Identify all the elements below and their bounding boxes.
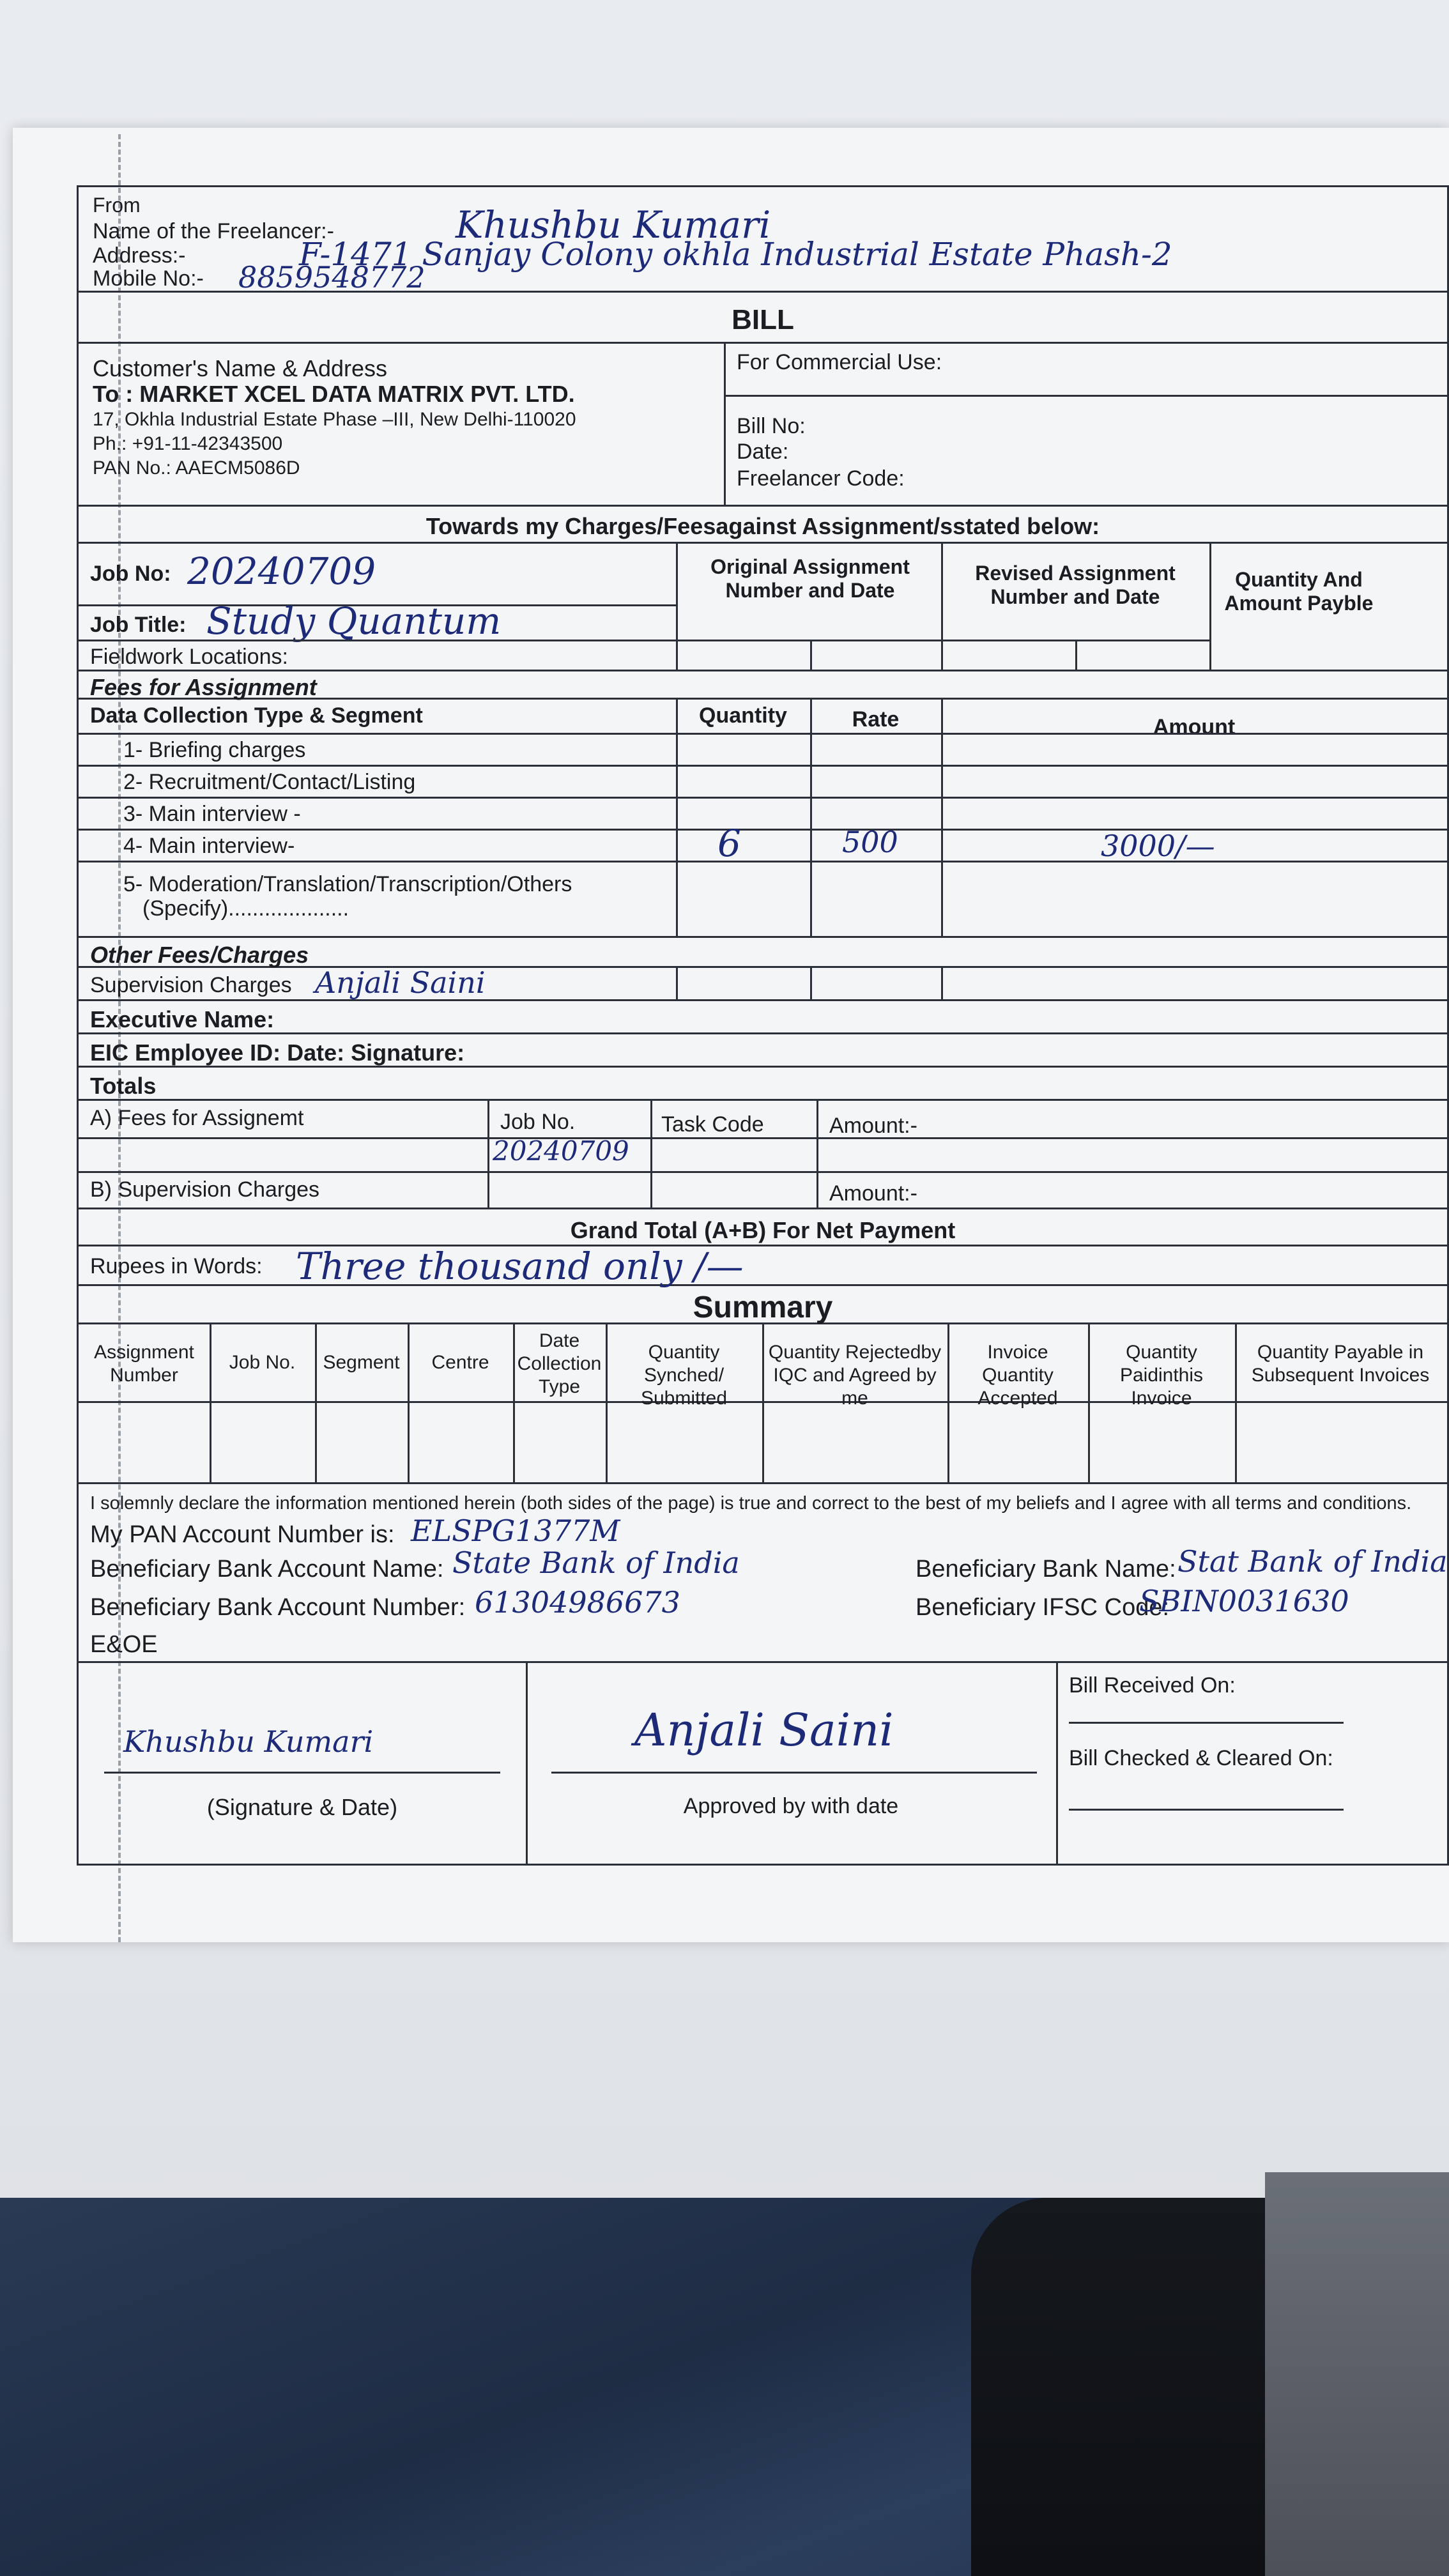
- summary-title: Summary: [693, 1291, 833, 1324]
- rupees-value: Three thousand only /—: [296, 1245, 744, 1288]
- bill-checked-label: Bill Checked & Cleared On:: [1069, 1746, 1333, 1770]
- summary-col-date-collection: Date Collection Type: [517, 1330, 602, 1397]
- address-value: F-1471 Sanjay Colony okhla Industrial Estate Phash-2: [299, 236, 1172, 273]
- fee-item-4: 4- Main interview-: [123, 834, 295, 858]
- totals-row: [79, 1068, 1447, 1101]
- sup-col-1: [676, 968, 678, 999]
- sum-col-6: [762, 1324, 764, 1482]
- customer-to: To : MARKET XCEL DATA MATRIX PVT. LTD.: [93, 381, 575, 407]
- declaration-text: I solemnly declare the information mentioned herein (both sides of the page) is true and correct to the best of my beliefs and I agree with all terms and conditions.: [90, 1493, 1412, 1514]
- revised-assignment-header: Revised Assignment Number and Date: [975, 562, 1176, 608]
- sum-col-1: [210, 1324, 211, 1482]
- job-no-label: Job No:: [90, 562, 171, 586]
- supervision-label: Supervision Charges: [90, 973, 292, 997]
- summary-col-payable: Quantity Payable in Subsequent Invoices: [1251, 1342, 1430, 1386]
- customer-label: Customer's Name & Address: [93, 355, 388, 381]
- orig-sub-divider: [810, 640, 812, 670]
- job-title-label: Job Title:: [90, 613, 187, 637]
- amount-label-a: Amount:-: [829, 1114, 917, 1138]
- quantity-amount-header: Quantity And Amount Payble: [1224, 568, 1374, 615]
- bill-form: [77, 185, 1449, 1866]
- signature-block: [79, 1663, 1447, 1866]
- fees-col-qty: [676, 700, 678, 936]
- summary-col-synched: Quantity Synched/ Submitted: [640, 1342, 728, 1409]
- commercial-separator: [724, 395, 1447, 397]
- commercial-label: For Commercial Use:: [737, 350, 942, 374]
- eic-row: [79, 1034, 1447, 1068]
- fee-item-4-amount: 3000/—: [1101, 829, 1215, 863]
- totals-table: [79, 1101, 1447, 1209]
- account-number-label: Beneficiary Bank Account Number:: [90, 1594, 466, 1621]
- type-segment-label: Data Collection Type & Segment: [90, 703, 423, 728]
- pan-label: My PAN Account Number is:: [90, 1521, 395, 1548]
- sig-col-1: [526, 1663, 528, 1866]
- totals-sep-2: [79, 1171, 1447, 1173]
- sig-col-2: [1056, 1663, 1058, 1866]
- grand-total-label: Grand Total (A+B) For Net Payment: [570, 1217, 956, 1243]
- sup-col-2: [810, 968, 812, 999]
- fees-col-rate: [810, 700, 812, 936]
- freelancer-sign-line: [104, 1772, 500, 1774]
- job-sep-2: [79, 640, 1209, 641]
- summary-table: [79, 1324, 1447, 1484]
- other-fees-label: Other Fees/Charges: [90, 942, 309, 968]
- account-number-value: 61304986673: [475, 1585, 680, 1620]
- summary-col-centre: Centre: [431, 1352, 489, 1373]
- original-assignment-header: Original Assignment Number and Date: [710, 555, 910, 602]
- fee-item-5-specify: (Specify)....................: [142, 896, 349, 921]
- bill-date-label: Date:: [737, 440, 789, 464]
- ifsc-value: SBIN0031630: [1139, 1584, 1349, 1618]
- signature-date-label: (Signature & Date): [206, 1794, 398, 1820]
- bill-title-row: [79, 293, 1447, 344]
- sum-col-4: [513, 1324, 515, 1482]
- summary-title-row: [79, 1286, 1447, 1324]
- summary-col-rejected: Quantity Rejectedby IQC and Agreed by me: [768, 1342, 942, 1409]
- freelancer-section: [79, 187, 1447, 293]
- from-label: From: [93, 194, 141, 217]
- fees-assignment-label: A) Fees for Assignemt: [90, 1106, 304, 1130]
- sum-col-2: [315, 1324, 317, 1482]
- rate-header: Rate: [852, 707, 900, 732]
- rupees-row: [79, 1246, 1447, 1286]
- job-title-value: Study Quantum: [206, 599, 502, 643]
- summary-col-segment: Segment: [323, 1352, 400, 1373]
- other-fees-row: [79, 936, 1447, 968]
- freelancer-name-label: Name of the Freelancer:-: [93, 219, 334, 243]
- totals-col-1: [487, 1101, 489, 1208]
- fees-line-0: [79, 733, 1447, 735]
- fees-section-row: [79, 671, 1447, 700]
- grand-total-row: [79, 1209, 1447, 1246]
- bank-name-value: Stat Bank of India: [1177, 1544, 1448, 1579]
- account-name-label: Beneficiary Bank Account Name:: [90, 1556, 444, 1583]
- eoe-label: E&OE: [90, 1631, 158, 1658]
- job-block: [79, 544, 1447, 671]
- fees-table: [79, 700, 1447, 936]
- mobile-value: 8859548772: [238, 260, 425, 295]
- summary-col-assignment: Assignment Number: [94, 1342, 194, 1386]
- fee-item-2: 2- Recruitment/Contact/Listing: [123, 770, 416, 794]
- summary-col-paid: Quantity Paidinthis Invoice: [1119, 1342, 1204, 1409]
- fee-item-1: 1- Briefing charges: [123, 738, 306, 762]
- fee-item-4-qty: 6: [717, 822, 741, 865]
- sum-col-3: [408, 1324, 410, 1482]
- job-divider-2: [941, 544, 943, 670]
- customer-address: 17, Okhla Industrial Estate Phase –III, New Delhi-110020: [93, 409, 576, 430]
- bill-received-line: [1069, 1722, 1344, 1724]
- mobile-label: Mobile No:-: [93, 266, 204, 291]
- fees-line-1: [79, 765, 1447, 767]
- totals-sep-1: [79, 1137, 1447, 1139]
- pan-value: ELSPG1377M: [411, 1514, 620, 1548]
- sum-col-9: [1235, 1324, 1237, 1482]
- declaration-block: [79, 1484, 1447, 1663]
- approver-signature: Anjali Saini: [634, 1704, 894, 1756]
- fees-line-3: [79, 829, 1447, 831]
- fees-line-2: [79, 797, 1447, 799]
- fee-item-5: 5- Moderation/Translation/Transcription/Others: [123, 872, 572, 896]
- sum-col-5: [606, 1324, 608, 1482]
- supervision-value: Anjali Saini: [315, 965, 486, 1000]
- fieldwork-label: Fieldwork Locations:: [90, 645, 288, 669]
- executive-label: Executive Name:: [90, 1006, 275, 1032]
- account-name-value: State Bank of India: [452, 1545, 740, 1580]
- freelancer-signature: Khushbu Kumari: [123, 1724, 374, 1759]
- towards-row: [79, 507, 1447, 544]
- fees-section-label: Fees for Assignment: [90, 674, 317, 700]
- supervision-charges-label: B) Supervision Charges: [90, 1177, 320, 1202]
- background-surface: [1265, 2172, 1449, 2576]
- customer-row: [79, 344, 1447, 507]
- approved-label: Approved by with date: [683, 1794, 899, 1818]
- customer-divider: [724, 344, 726, 505]
- totals-job-no-value: 20240709: [493, 1135, 629, 1167]
- rev-sub-divider: [1075, 640, 1077, 670]
- job-divider-1: [676, 544, 678, 670]
- address-label: Address:-: [93, 243, 186, 268]
- job-divider-3: [1209, 544, 1211, 670]
- supervision-row: [79, 965, 1447, 1001]
- bill-received-label: Bill Received On:: [1069, 1673, 1236, 1698]
- fee-item-3: 3- Main interview -: [123, 802, 301, 826]
- summary-col-job-no: Job No.: [229, 1352, 296, 1373]
- rupees-label: Rupees in Words:: [90, 1254, 263, 1278]
- summary-col-invoice-accepted: Invoice Quantity Accepted: [977, 1342, 1058, 1409]
- bill-checked-line: [1069, 1809, 1344, 1811]
- totals-label: Totals: [90, 1073, 157, 1099]
- fee-item-4-rate: 500: [842, 825, 898, 859]
- bill-no-label: Bill No:: [737, 414, 806, 438]
- eic-label: EIC Employee ID: Date: Signature:: [90, 1039, 465, 1066]
- bank-name-label: Beneficiary Bank Name:: [916, 1556, 1176, 1583]
- freelancer-code-label: Freelancer Code:: [737, 466, 905, 491]
- towards-text: Towards my Charges/Feesagainst Assignment/sstated below:: [425, 513, 1100, 539]
- executive-row: [79, 1001, 1447, 1034]
- sup-col-3: [941, 968, 943, 999]
- customer-pan: PAN No.: AAECM5086D: [93, 457, 300, 479]
- task-code-label: Task Code: [661, 1112, 764, 1137]
- customer-phone: Ph.: +91-11-42343500: [93, 433, 283, 454]
- ifsc-label: Beneficiary IFSC Code:: [916, 1594, 1170, 1621]
- freelancer-name-value: Khushbu Kumari: [456, 203, 771, 247]
- totals-col-2: [650, 1101, 652, 1208]
- sum-col-8: [1088, 1324, 1090, 1482]
- amount-label-b: Amount:-: [829, 1181, 917, 1206]
- totals-col-3: [816, 1101, 818, 1208]
- bill-title: BILL: [732, 304, 794, 335]
- approver-sign-line: [551, 1772, 1037, 1774]
- quantity-header: Quantity: [699, 703, 787, 728]
- fees-line-4: [79, 861, 1447, 862]
- job-no-value: 20240709: [187, 549, 376, 593]
- totals-job-no-label: Job No.: [500, 1110, 576, 1134]
- sum-col-7: [947, 1324, 949, 1482]
- amount-header: Amount: [1153, 715, 1236, 739]
